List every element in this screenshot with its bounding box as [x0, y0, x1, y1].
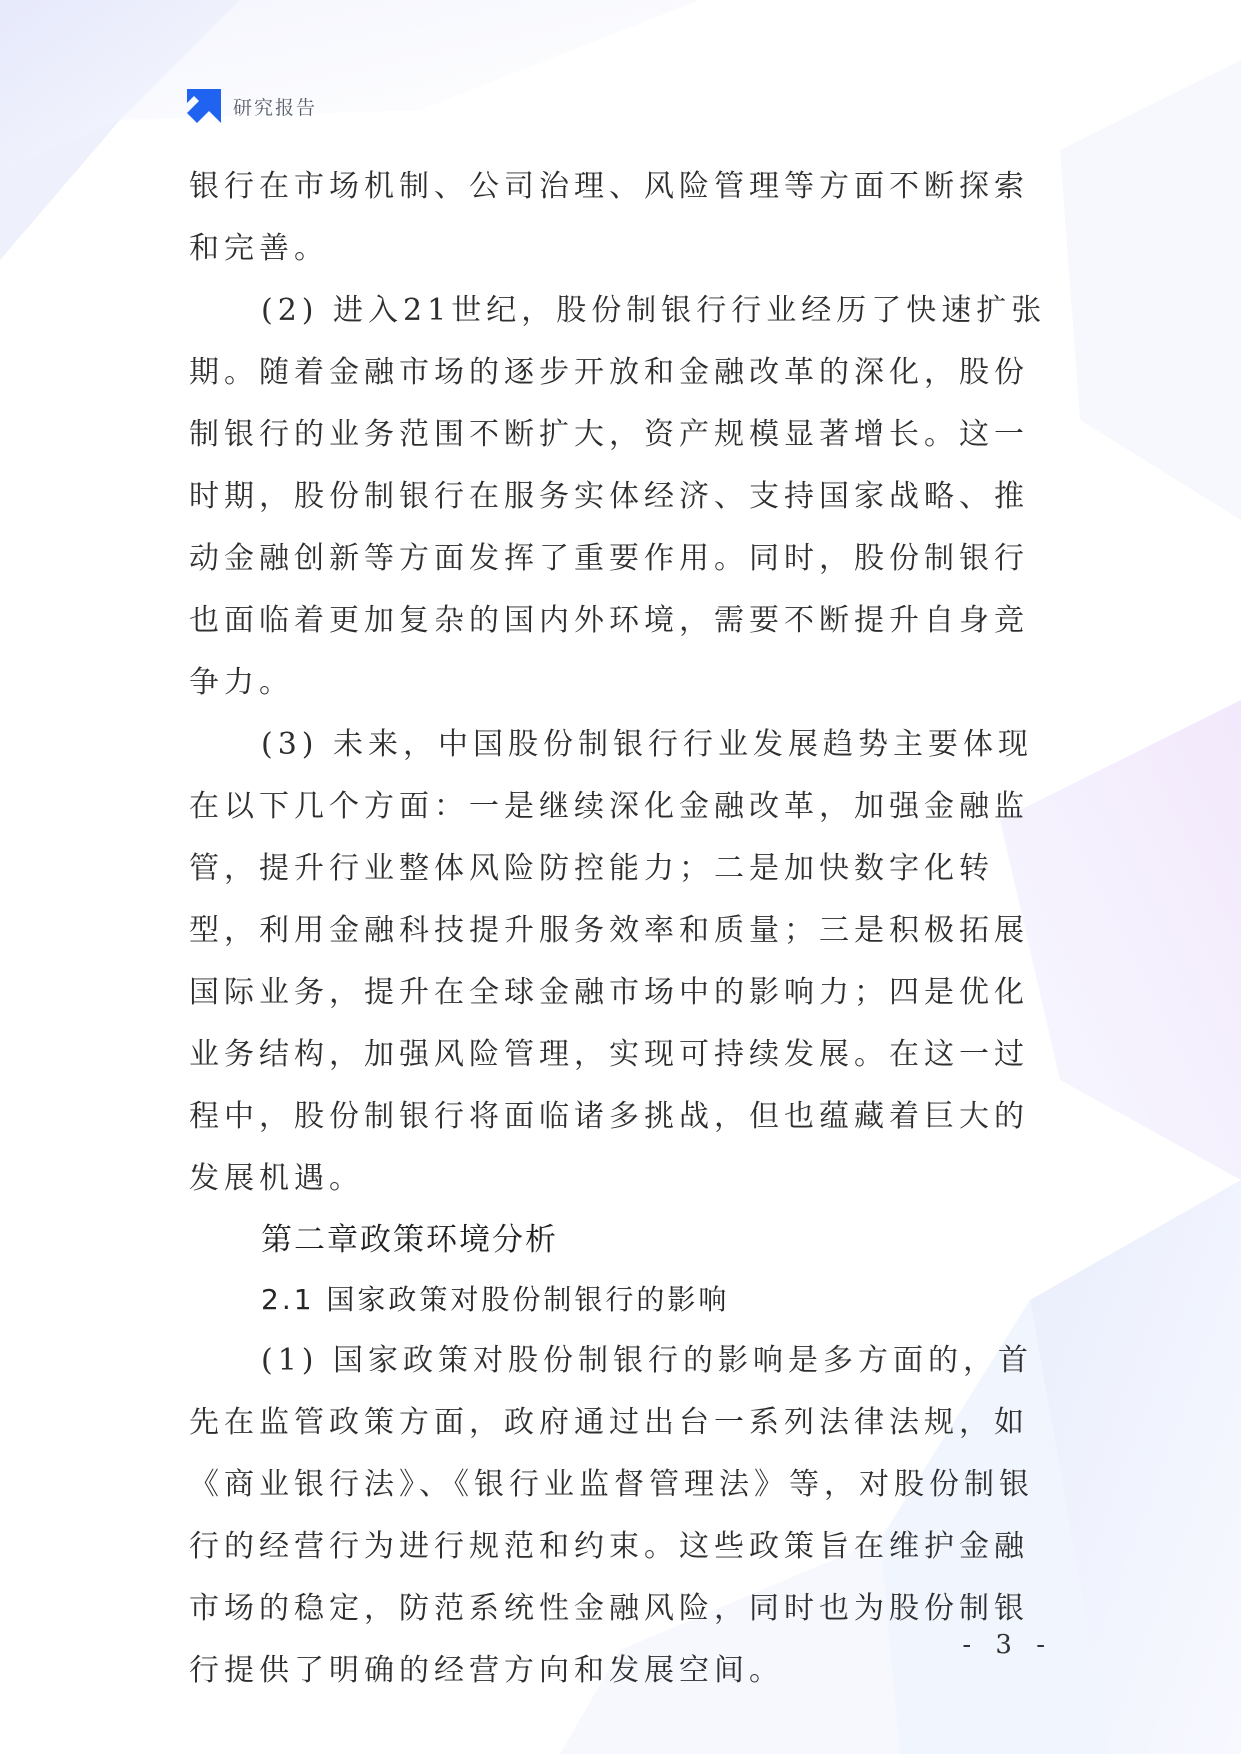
paragraph-4: (1) 国家政策对股份制银行的影响是多方面的，首先在监管政策方面，政府通过出台一系列法律法规，如《商业银行法》、《银行业监督管理法》等，对股份制银行的经营行为进行规范和约束。这些政策旨在维护金融市场的稳定，防范系统性金融风险，同时也为股份制银行提供了明确的经营方向和发展空间。 — [189, 1343, 1034, 1688]
paragraph-2: (2) 进入21世纪，股份制银行行业经历了快速扩张期。随着金融市场的逐步开放和金融改革的深化，股份制银行的业务范围不断扩大，资产规模显著增长。这一时期，股份制银行在服务实体经济、支持国家战略、推动金融创新等方面发挥了重要作用。同时，股份制银行也面临着更加复杂的国内外环境，需要不断提升自身竞争力。 — [189, 293, 1047, 700]
arrow-up-right-logo-icon — [187, 89, 221, 123]
header-title: 研究报告 — [233, 96, 318, 119]
document-body — [189, 156, 1059, 1702]
chapter-heading: 第二章政策环境分析 — [261, 1222, 558, 1258]
paragraph-continuation: 银行在市场机制、公司治理、风险管理等方面不断探索和完善。 — [189, 169, 1029, 266]
report-header — [187, 88, 317, 124]
section-heading: 2.1 国家政策对股份制银行的影响 — [261, 1283, 730, 1316]
paragraph-3: (3) 未来，中国股份制银行行业发展趋势主要体现在以下几个方面：一是继续深化金融改革，加强金融监管，提升行业整体风险防控能力；二是加快数字化转型，利用金融科技提升服务效率和质量；三是积极拓展国际业务，提升在全球金融市场中的影响力；四是优化业务结构，加强风险管理，实现可持续发展。在这一过程中，股份制银行将面临诸多挑战，但也蕴藏着巨大的发展机遇。 — [189, 727, 1034, 1196]
page-number: - 3 - — [962, 1630, 1053, 1660]
